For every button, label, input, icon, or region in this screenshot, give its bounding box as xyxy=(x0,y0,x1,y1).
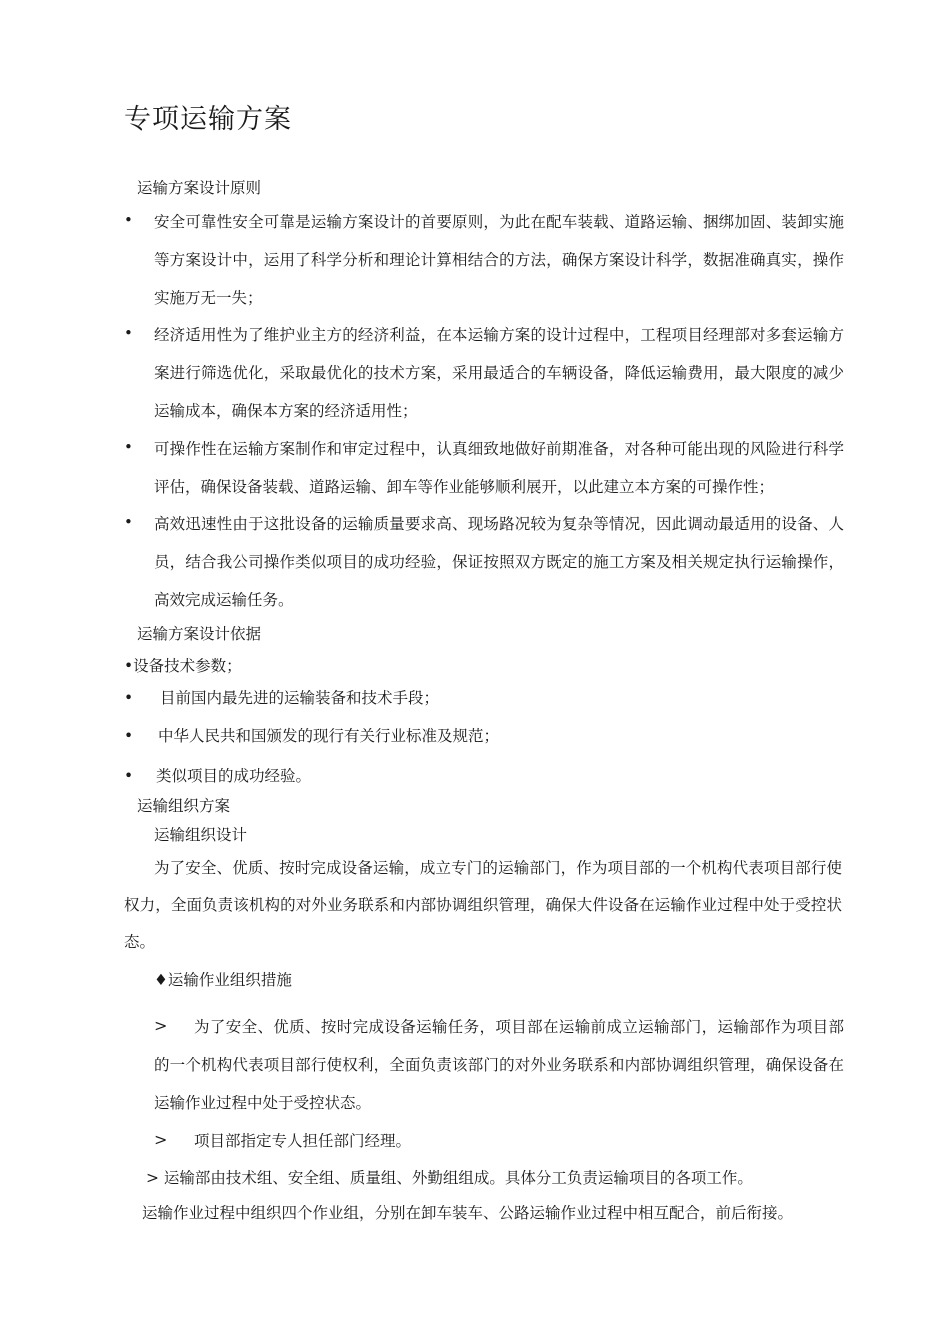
bullet-icon: • xyxy=(124,438,133,456)
list-item-text: 高效迅速性由于这批设备的运输质量要求高、现场路况较为复杂等情况，因此调动最适用的设备、人员，结合我公司操作类似项目的成功经验，保证按照双方既定的施工方案及相关规定执行运输操作，高效完成运输任务。 xyxy=(154,515,844,609)
list-item-text: 为了安全、优质、按时完成设备运输任务，项目部在运输前成立运输部门，运输部作为项目部的一个机构代表项目部行使权利，全面负责该部门的对外业务联系和内部协调组织管理，确保设备在运输作业过程中处于受控状态。 xyxy=(154,1018,844,1112)
section-heading-design-basis: 运输方案设计依据 xyxy=(137,625,262,643)
section-heading-design-principles: 运输方案设计原则 xyxy=(137,179,262,197)
arrow-icon: > xyxy=(154,1130,168,1149)
arrow-icon: > xyxy=(154,1016,168,1035)
list-item-text: 中华人民共和国颁发的现行有关行业标准及规范； xyxy=(158,727,500,745)
list-item-text: 可操作性在运输方案制作和审定过程中，认真细致地做好前期准备，对各种可能出现的风险进行科学评估，确保设备装载、道路运输、卸车等作业能够顺利展开，以此建立本方案的可操作性； xyxy=(154,440,844,496)
list-item: > 运输部由技术组、安全组、质量组、外勤组组成。具体分工负责运输项目的各项工作。 xyxy=(146,1169,753,1187)
paragraph: 运输作业过程中组织四个作业组，分别在卸车装车、公路运输作业过程中相互配合，前后衔接。 xyxy=(142,1204,794,1222)
list-item-text: 经济适用性为了维护业主方的经济利益，在本运输方案的设计过程中，工程项目经理部对多套运输方案进行筛选优化，采取最优化的技术方案，采用最适合的车辆设备，降低运输费用，最大限度的减少运输成本，确保本方案的经济适用性； xyxy=(154,326,844,420)
list-item: •设备技术参数； xyxy=(124,657,242,675)
bullet-icon: • xyxy=(124,513,133,531)
list-item-text: 目前国内最先进的运输装备和技术手段； xyxy=(160,689,440,707)
subsection-heading-measures: ♦运输作业组织措施 xyxy=(154,971,292,989)
bullet-icon: • xyxy=(124,211,133,229)
bullet-icon: • xyxy=(124,767,134,785)
document-title: 专项运输方案 xyxy=(124,104,292,135)
list-item xyxy=(124,687,440,709)
list-item xyxy=(124,725,500,747)
list-item-text: 项目部指定专人担任部门经理。 xyxy=(194,1132,412,1150)
list-item-text: 类似项目的成功经验。 xyxy=(156,767,312,785)
paragraph: 为了安全、优质、按时完成设备运输，成立专门的运输部门，作为项目部的一个机构代表项目部行使权力，全面负责该机构的对外业务联系和内部协调组织管理，确保大件设备在运输作业过程中处于受控状态。 xyxy=(124,859,842,951)
bullet-icon: • xyxy=(124,689,134,707)
list-item xyxy=(124,765,312,787)
section-heading-transport-organization: 运输组织方案 xyxy=(137,797,231,815)
bullet-icon: • xyxy=(124,324,133,342)
bullet-icon: • xyxy=(124,727,134,745)
list-item-text: 安全可靠性安全可靠是运输方案设计的首要原则，为此在配车装载、道路运输、捆绑加固、装卸实施等方案设计中，运用了科学分析和理论计算相结合的方法，确保方案设计科学，数据准确真实，操作实施万无一失； xyxy=(154,213,844,307)
subsection-heading-organization-design: 运输组织设计 xyxy=(154,826,248,844)
